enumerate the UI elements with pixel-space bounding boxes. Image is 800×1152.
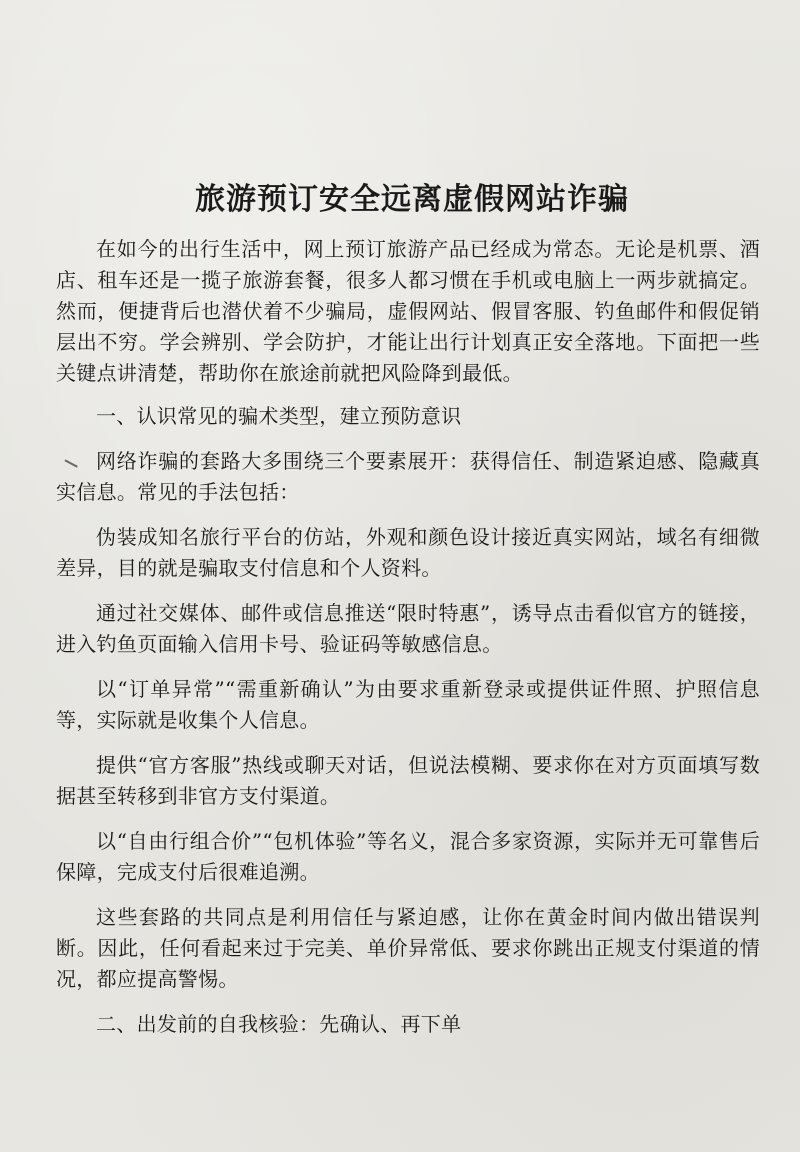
tactic-paragraph: 通过社交媒体、邮件或信息推送“限时特惠”，诱导点击看似官方的链接，进入钓鱼页面输入信用卡号、验证码等敏感信息。 <box>56 601 760 656</box>
section1-summary-paragraph: 这些套路的共同点是利用信任与紧迫感，让你在黄金时间内做出错误判断。因此，任何看起来过于完美、单价异常低、要求你跳出正规支付渠道的情况，都应提高警惕。 <box>56 905 760 991</box>
section1-lead-paragraph: 网络诈骗的套路大多围绕三个要素展开：获得信任、制造紧迫感、隐藏真实信息。常见的手法包括： <box>56 449 760 504</box>
tactic-paragraph: 以“自由行组合价”“包机体验”等名义，混合多家资源，实际并无可靠售后保障，完成支付后很难追溯。 <box>56 829 760 884</box>
document-title: 旅游预订安全远离虚假网站诈骗 <box>195 182 629 217</box>
tactic-paragraph: 提供“官方客服”热线或聊天对话，但说法模糊、要求你在对方页面填写数据甚至转移到非官方支付渠道。 <box>56 753 760 808</box>
document-body <box>56 178 760 1054</box>
tactic-paragraph: 以“订单异常”“需重新确认”为由要求重新登录或提供证件照、护照信息等，实际就是收集个人信息。 <box>56 677 760 732</box>
section-heading-2: 二、出发前的自我核验：先确认、再下单 <box>96 1012 462 1036</box>
intro-paragraph: 在如今的出行生活中，网上预订旅游产品已经成为常态。无论是机票、酒店、租车还是一揽子旅游套餐，很多人都习惯在手机或电脑上一两步就搞定。然而，便捷背后也潜伏着不少骗局，虚假网站、假冒客服、钓鱼邮件和假促销层出不穷。学会辨别、学会防护，才能让出行计划真正安全落地。下面把一些关键点讲清楚，帮助你在旅途前就把风险降到最低。 <box>56 237 760 385</box>
tactic-paragraph: 伪装成知名旅行平台的仿站，外观和颜色设计接近真实网站，域名有细微差异，目的就是骗取支付信息和个人资料。 <box>56 525 760 580</box>
section-heading-1: 一、认识常见的骗术类型，建立预防意识 <box>96 404 462 428</box>
